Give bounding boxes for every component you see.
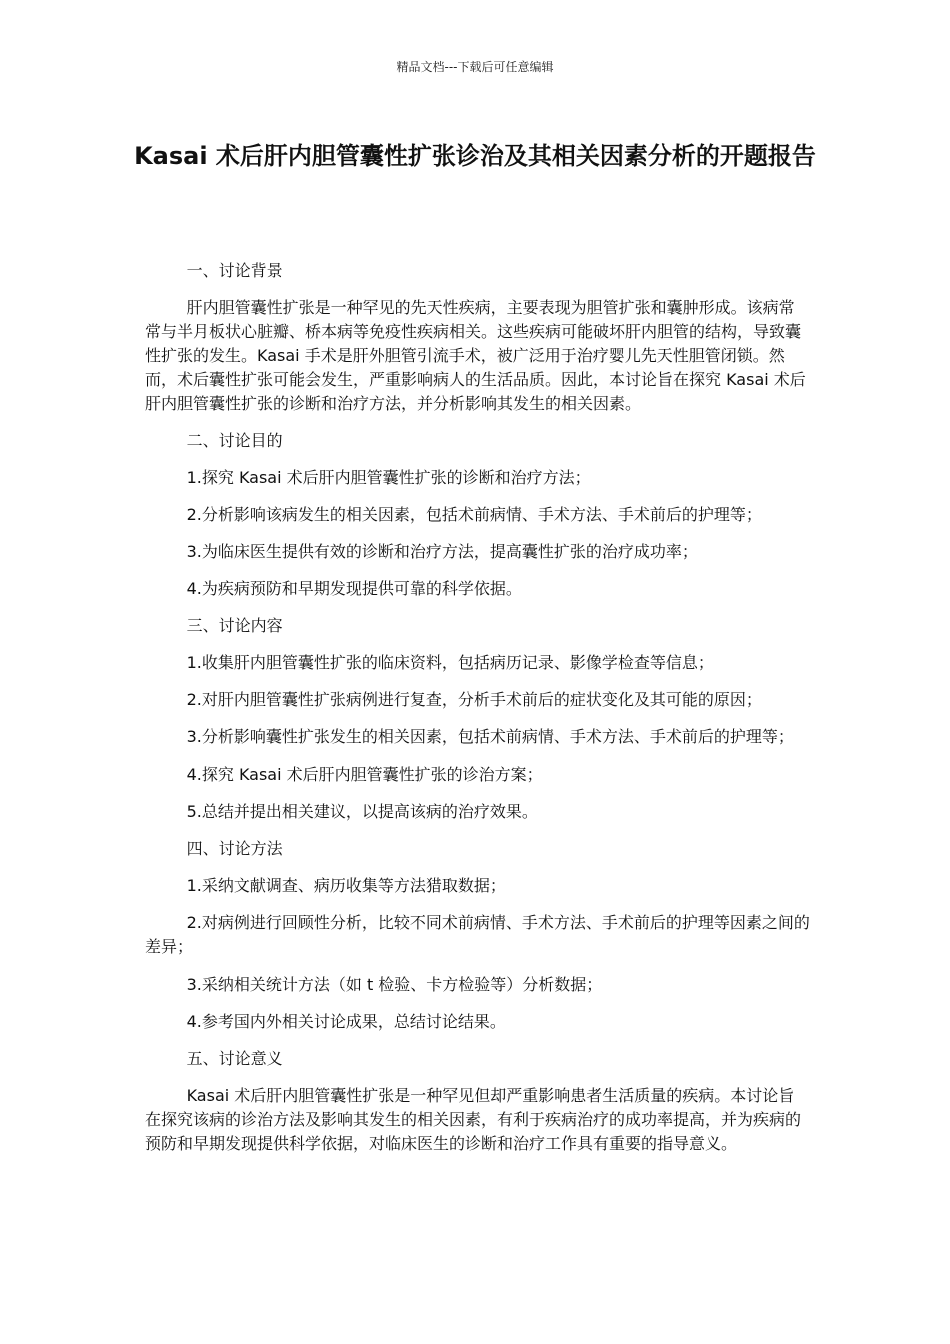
background-paragraph: 肝内胆管囊性扩张是一种罕见的先天性疾病，主要表现为胆管扩张和囊肿形成。该病常常与半月板状心脏瓣、桥本病等免疫性疾病相关。这些疾病可能破坏肝内胆管的结构，导致囊性扩张的发生。Kasai 手术是肝外胆管引流手术，被广泛用于治疗婴儿先天性胆管闭锁。然而，术后囊性扩张可能会发生，严重影响病人的生活品质。因此，本讨论旨在探究 Kasai 术后肝内胆管囊性扩张的诊断和治疗方法，并分析影响其发生的相关因素。 <box>145 298 806 413</box>
purpose-item: 4.为疾病预防和早期发现提供可靠的科学依据。 <box>186 579 522 598</box>
content-item: 5.总结并提出相关建议，以提高该病的治疗效果。 <box>186 802 538 821</box>
section-heading-significance: 五、讨论意义 <box>186 1049 283 1068</box>
section-heading-method: 四、讨论方法 <box>186 839 283 858</box>
purpose-item: 1.探究 Kasai 术后肝内胆管囊性扩张的诊断和治疗方法； <box>186 468 591 487</box>
content-item: 2.对肝内胆管囊性扩张病例进行复查，分析手术前后的症状变化及其可能的原因； <box>186 690 762 709</box>
content-item: 1.收集肝内胆管囊性扩张的临床资料，包括病历记录、影像学检查等信息； <box>186 653 714 672</box>
method-item: 3.采纳相关统计方法（如 t 检验、卡方检验等）分析数据； <box>186 975 603 994</box>
header-note: 精品文档---下载后可任意编辑 <box>396 60 554 74</box>
section-heading-content: 三、讨论内容 <box>186 616 283 635</box>
content-item: 3.分析影响囊性扩张发生的相关因素，包括术前病情、手术方法、手术前后的护理等； <box>186 727 794 746</box>
method-item: 4.参考国内外相关讨论成果，总结讨论结果。 <box>186 1012 506 1031</box>
purpose-item: 3.为临床医生提供有效的诊断和治疗方法，提高囊性扩张的治疗成功率； <box>186 542 698 561</box>
method-item: 1.采纳文献调查、病历收集等方法猎取数据； <box>186 876 506 895</box>
purpose-item: 2.分析影响该病发生的相关因素，包括术前病情、手术方法、手术前后的护理等； <box>186 505 762 524</box>
document-body <box>145 259 810 1169</box>
section-heading-purpose: 二、讨论目的 <box>186 431 283 450</box>
method-item: 2.对病例进行回顾性分析，比较不同术前病情、手术方法、手术前后的护理等因素之间的差异； <box>145 913 810 956</box>
significance-paragraph: Kasai 术后肝内胆管囊性扩张是一种罕见但却严重影响患者生活质量的疾病。本讨论旨在探究该病的诊治方法及影响其发生的相关因素，有利于疾病治疗的成功率提高，并为疾病的预防和早期发现提供科学依据，对临床医生的诊断和治疗工作具有重要的指导意义。 <box>145 1086 802 1153</box>
content-item: 4.探究 Kasai 术后肝内胆管囊性扩张的诊治方案； <box>186 765 543 784</box>
section-heading-background: 一、讨论背景 <box>186 261 283 280</box>
document-title: Kasai 术后肝内胆管囊性扩张诊治及其相关因素分析的开题报告 <box>134 142 816 170</box>
